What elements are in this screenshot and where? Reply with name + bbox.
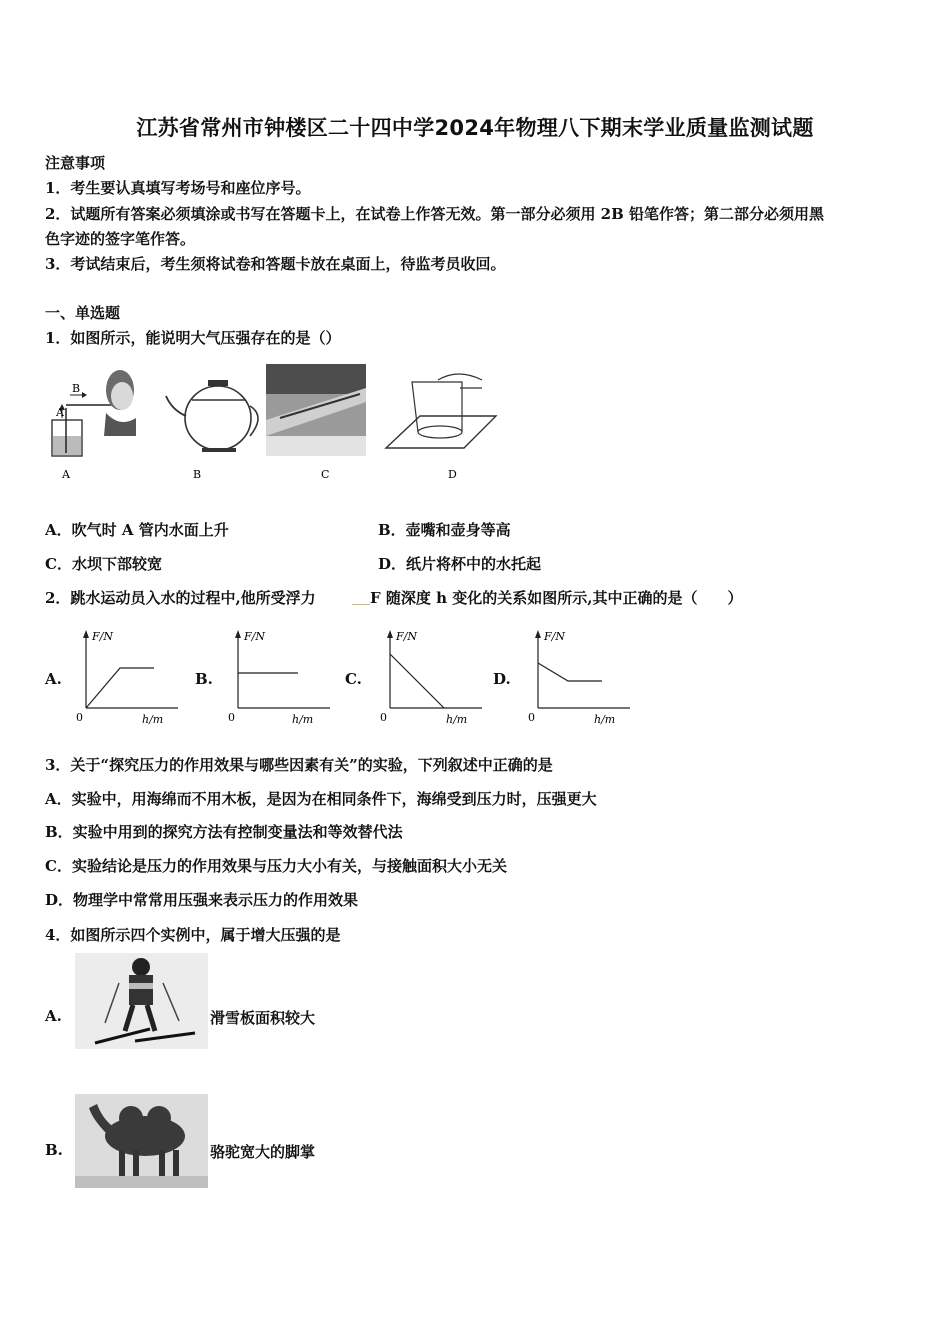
graph-d-origin: 0 [528, 711, 535, 724]
section-heading: 一、单选题 [45, 304, 121, 322]
page-title: 江苏省常州市钟楼区二十四中学2024年物理八下期末学业质量监测试题 [136, 116, 814, 140]
camel-image [75, 1094, 208, 1188]
question-4-option-a-label: A. [45, 1007, 62, 1025]
notice-item: 3．考试结束后，考生须将试卷和答题卡放在桌面上，待监考员收回。 [45, 255, 506, 273]
figure-c-dam [266, 364, 366, 456]
graph-d-ylabel: F/N [544, 630, 565, 643]
figure-a-blowing [52, 370, 136, 456]
question-4-option-b-label: B. [45, 1141, 63, 1159]
question-1-figures [40, 358, 500, 486]
question-4-option-a-text: 滑雪板面积较大 [210, 1009, 316, 1027]
question-3-option-c: C．实验结论是压力的作用效果与压力大小有关，与接触面积大小无关 [45, 857, 507, 875]
question-3-stem: 3．关于“探究压力的作用效果与哪些因素有关”的实验，下列叙述中正确的是 [45, 756, 553, 774]
graph-b-ylabel: F/N [244, 630, 265, 643]
graph-c [374, 628, 494, 728]
graph-d-label: D. [493, 670, 511, 688]
question-1-stem: 1．如图所示，能说明大气压强存在的是（） [45, 329, 341, 347]
graph-a-ylabel: F/N [92, 630, 113, 643]
question-4-stem: 4．如图所示四个实例中，属于增大压强的是 [45, 926, 341, 944]
graph-c-xlabel: h/m [446, 713, 468, 726]
graph-d [522, 628, 642, 728]
graph-c-ylabel: F/N [396, 630, 417, 643]
notice-item: 2．试题所有答案必须填涂或书写在答题卡上，在试卷上作答无效。第一部分必须用 2B 铅笔作答；第二部分必须用黑 [45, 205, 825, 223]
figure-label-a: A [62, 468, 70, 481]
question-3-option-b: B．实验中用到的探究方法有控制变量法和等效替代法 [45, 823, 403, 841]
figure-a-letter-b: B [72, 382, 81, 395]
question-1-option-b: B．壶嘴和壶身等高 [378, 521, 511, 539]
figure-a-letter-a: A [56, 406, 64, 419]
question-2-stem-part2: F 随深度 h 变化的关系如图所示,其中正确的是（ ） [370, 589, 743, 607]
graph-b-label: B. [195, 670, 213, 688]
question-1-option-a: A．吹气时 A 管内水面上升 [45, 521, 229, 539]
blank-underline [352, 604, 370, 605]
question-4-option-b-text: 骆驼宽大的脚掌 [210, 1143, 316, 1161]
graph-b [222, 628, 342, 728]
graph-a [70, 628, 190, 728]
question-3-option-a: A．实验中，用海绵而不用木板，是因为在相同条件下，海绵受到压力时，压强更大 [45, 790, 597, 808]
figure-b-teapot [166, 380, 258, 452]
graph-b-xlabel: h/m [292, 713, 314, 726]
figure-label-c: C [321, 468, 330, 481]
notice-item: 1．考生要认真填写考场号和座位序号。 [45, 179, 311, 197]
figure-d-cup [386, 374, 496, 448]
graph-a-xlabel: h/m [142, 713, 164, 726]
figure-label-b: B [193, 468, 202, 481]
graph-a-label: A. [45, 670, 62, 688]
graph-a-origin: 0 [76, 711, 83, 724]
question-3-option-d: D．物理学中常常用压强来表示压力的作用效果 [45, 891, 359, 909]
graph-b-origin: 0 [228, 711, 235, 724]
skier-image [75, 953, 208, 1049]
notice-item: 色字迹的签字笔作答。 [45, 230, 196, 248]
graph-d-xlabel: h/m [594, 713, 616, 726]
question-1-option-c: C．水坝下部较宽 [45, 555, 162, 573]
graph-c-origin: 0 [380, 711, 387, 724]
notice-heading: 注意事项 [45, 154, 106, 172]
figure-label-d: D [448, 468, 457, 481]
graph-c-label: C. [345, 670, 362, 688]
question-1-option-d: D．纸片将杯中的水托起 [378, 555, 542, 573]
question-2-stem-part1: 2．跳水运动员入水的过程中,他所受浮力 [45, 589, 316, 607]
